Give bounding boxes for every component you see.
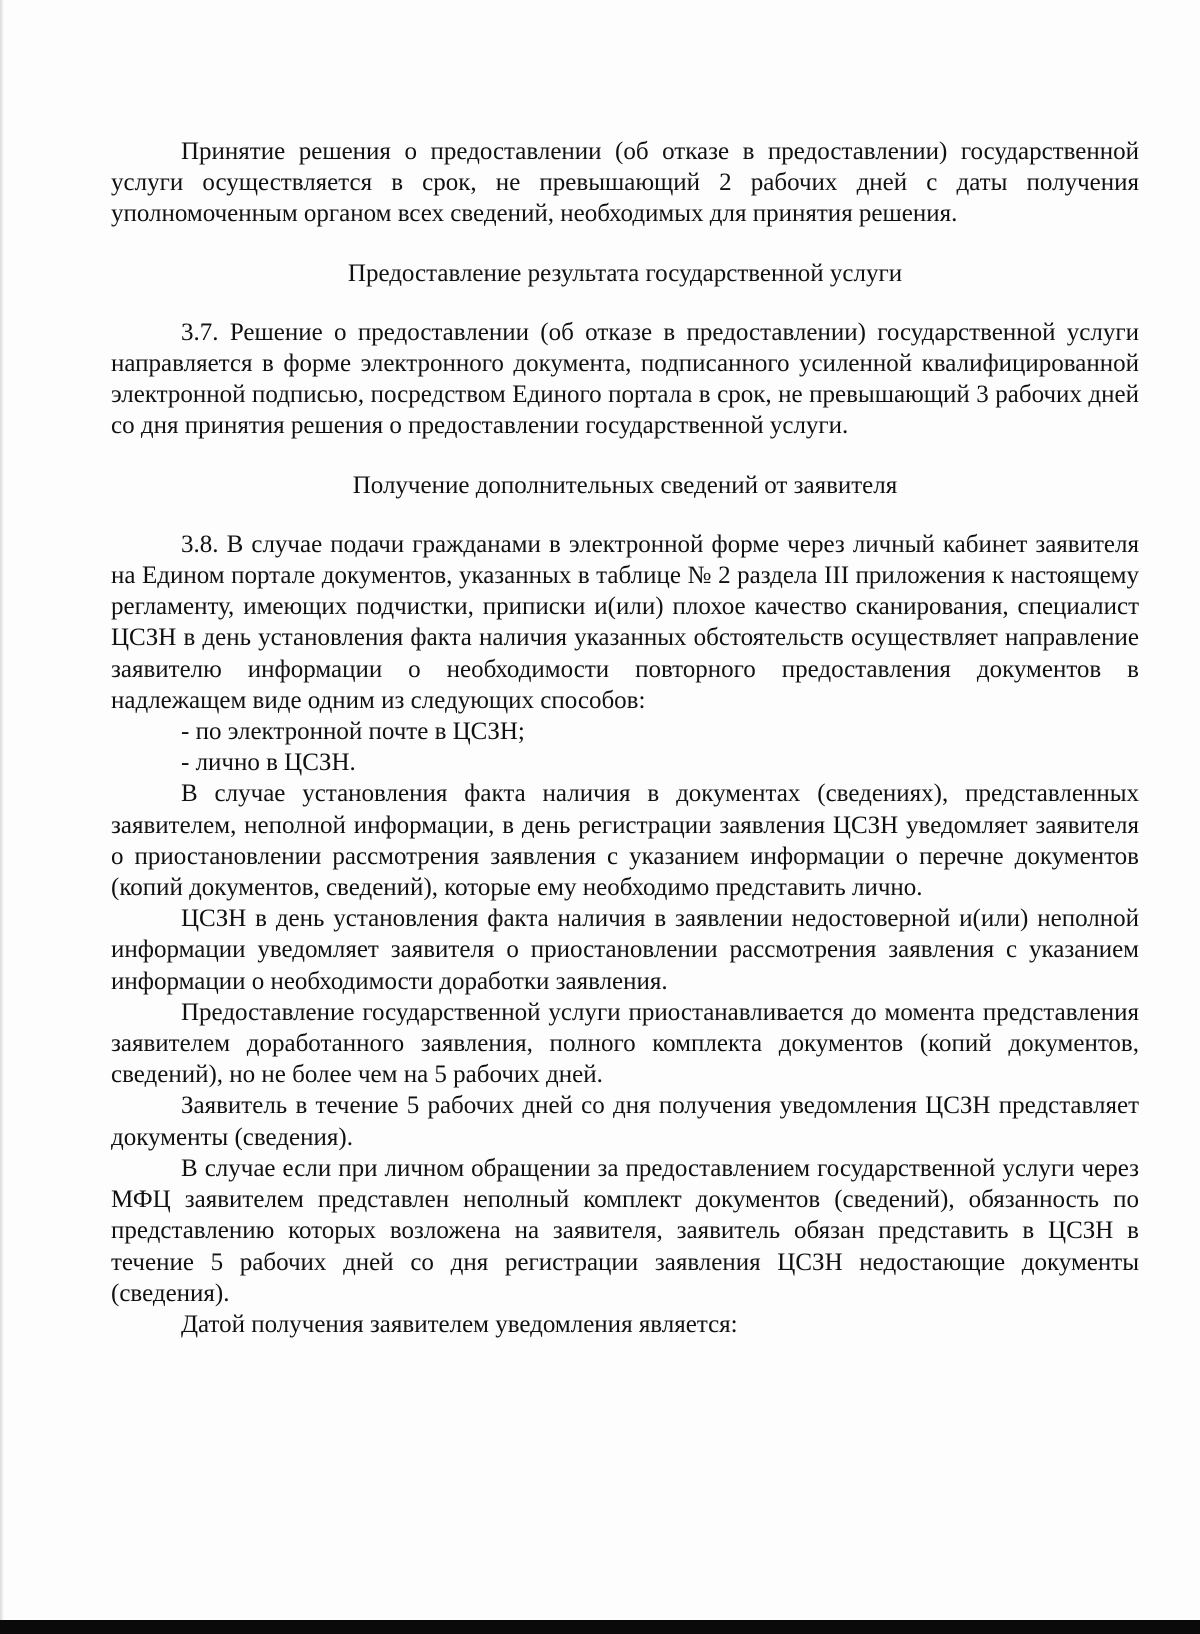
paragraph-applicant-deadline: Заявитель в течение 5 рабочих дней со дня получения уведомления ЦСЗН представляет документы (сведения). — [111, 1092, 1139, 1151]
heading-additional-info: Получение дополнительных сведений от заявителя — [352, 471, 898, 499]
heading-result-provision: Предоставление результата государственной услуги — [347, 259, 903, 287]
document-body — [111, 136, 1139, 1340]
list-item-email: - по электронной почте в ЦСЗН; — [181, 718, 525, 746]
paragraph-decision-deadline: Принятие решения о предоставлении (об отказе в предоставлении) государственной услуги осуществляется в срок, не превышающий 2 рабочих дней с даты получения уполномоченным органом всех сведений, необходимых для принятия решения. — [111, 138, 1139, 228]
paragraph-3-8: 3.8. В случае подачи гражданами в электронной форме через личный кабинет заявителя на Едином портале документов, указанных в таблице № 2 раздела III приложения к настоящему регламенту, имеющих подчистки, приписки и(или) плохое качество сканирования, специалист ЦСЗН в день установления факта наличия указанных обстоятельств осуществляет направление заявителю информации о необходимости повторного предоставления документов в надлежащем виде одним из следующих способов: — [111, 530, 1139, 714]
scan-bottom-edge — [0, 1620, 1200, 1634]
paragraph-unreliable-info: ЦСЗН в день установления факта наличия в заявлении недостоверной и(или) неполной информации уведомляет заявителя о приостановлении рассмотрения заявления с указанием информации о необходимости доработки заявления. — [111, 905, 1139, 995]
list-item-in-person: - лично в ЦСЗН. — [181, 749, 356, 777]
paragraph-incomplete-info: В случае установления факта наличия в документах (сведениях), представленных заявителем, неполной информации, в день регистрации заявления ЦСЗН уведомляет заявителя о приостановлении рассмотрения заявления с указанием информации о перечне документов (копий документов, сведений), которые ему необходимо представить лично. — [111, 780, 1139, 902]
paragraph-notification-date: Датой получения заявителем уведомления является: — [181, 1310, 738, 1338]
paragraph-3-7: 3.7. Решение о предоставлении (об отказе в предоставлении) государственной услуги направляется в форме электронного документа, подписанного усиленной квалифицированной электронной подписью, посредством Единого портала в срок, не превышающий 3 рабочих дней со дня принятия решения о предоставлении государственной услуги. — [111, 318, 1139, 440]
paragraph-mfc-incomplete: В случае если при личном обращении за предоставлением государственной услуги через МФЦ заявителем представлен неполный комплект документов (сведений), обязанность по представлению которых возложена на заявителя, заявитель обязан представить в ЦСЗН в течение 5 рабочих дней со дня регистрации заявления ЦСЗН недостающие документы (сведения). — [111, 1154, 1139, 1307]
paragraph-suspension: Предоставление государственной услуги приостанавливается до момента представления заявителем доработанного заявления, полного комплекта документов (копий документов, сведений), но не более чем на 5 рабочих дней. — [111, 998, 1139, 1089]
scan-edge-shadow — [0, 0, 4, 1634]
